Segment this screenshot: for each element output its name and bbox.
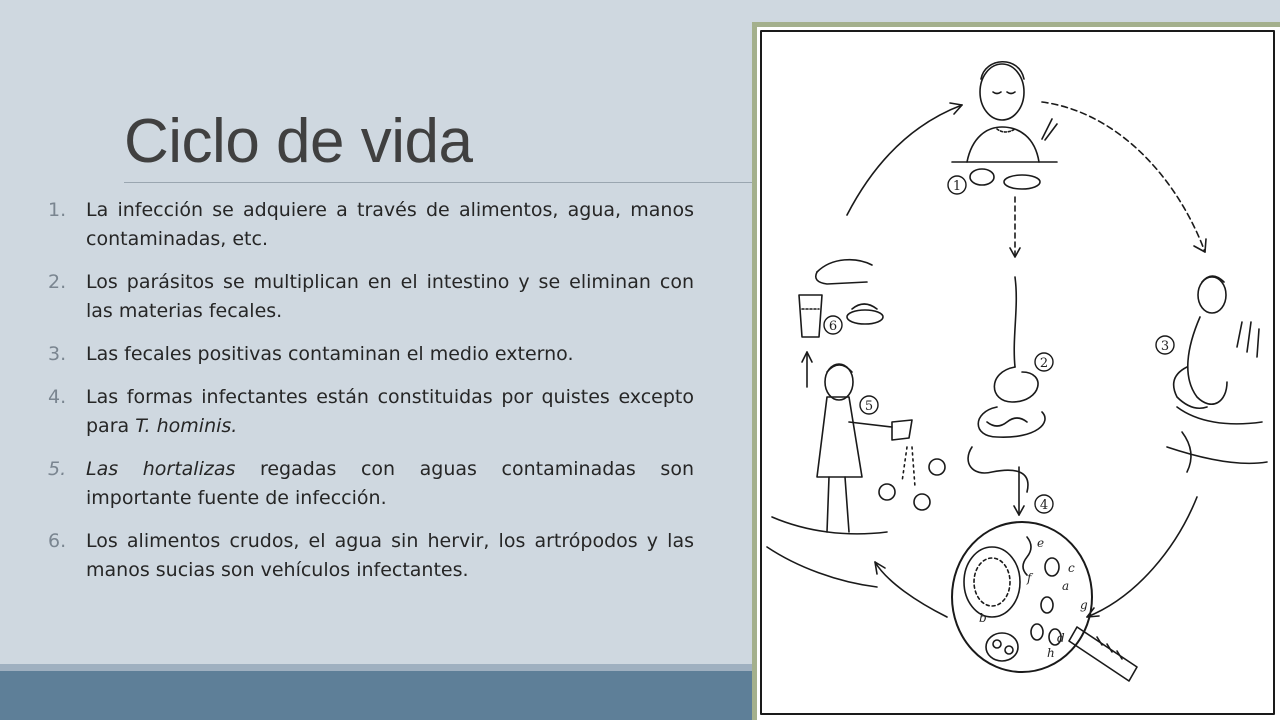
life-cycle-illustration bbox=[757, 27, 1280, 720]
list-item-number: 1. bbox=[48, 199, 67, 221]
stage-6-contaminated-food bbox=[799, 260, 883, 337]
cycle-arrow-1-to-3 bbox=[1042, 102, 1205, 252]
microscope-letter-label: f bbox=[1027, 571, 1032, 585]
list-item-text: La infección se adquiere a través de alimentos, agua, manos contaminadas, etc. bbox=[86, 199, 694, 250]
stage-number-label: 5 bbox=[864, 399, 874, 414]
list-item-number: 4. bbox=[48, 386, 67, 408]
list-item bbox=[48, 196, 694, 254]
list-item-text: Las fecales positivas contaminan el medio externo. bbox=[86, 343, 574, 365]
list-item-text: Las formas infectantes están constituidas por quistes excepto para bbox=[86, 386, 694, 437]
stage-number-label: 3 bbox=[1160, 339, 1170, 354]
list-item-text: T. hominis. bbox=[135, 415, 238, 437]
microscope-letter-label: b bbox=[979, 611, 987, 625]
list-item-number: 3. bbox=[48, 343, 67, 365]
microscope-letter-label: e bbox=[1037, 536, 1045, 550]
stage-number-label: 2 bbox=[1039, 356, 1049, 371]
list-item bbox=[48, 455, 694, 513]
list-item bbox=[48, 340, 694, 369]
microscope-letter-label: d bbox=[1057, 631, 1065, 645]
microscope-letter-label: c bbox=[1068, 561, 1075, 575]
microscope-letter-label: h bbox=[1047, 646, 1055, 660]
list-item-number: 6. bbox=[48, 530, 67, 552]
microscope-letter-label: a bbox=[1062, 579, 1070, 593]
stage-5-person-watering bbox=[767, 364, 945, 587]
stage-4-microscope-view bbox=[952, 522, 1137, 681]
stage-1-person-eating bbox=[952, 62, 1057, 189]
list-item bbox=[48, 527, 694, 585]
list-item-text: regadas con aguas contaminadas son importante fuente de infección. bbox=[86, 458, 694, 509]
list-item bbox=[48, 268, 694, 326]
list-item bbox=[48, 383, 694, 441]
life-cycle-list bbox=[48, 196, 694, 599]
stage-number-label: 4 bbox=[1039, 498, 1049, 513]
list-item-text: Los parásitos se multiplican en el intestino y se eliminan con las materias fecales. bbox=[86, 271, 694, 322]
stage-2-digestive-tract bbox=[968, 277, 1045, 492]
microscope-letter-label: g bbox=[1080, 598, 1088, 612]
stage-number-label: 1 bbox=[952, 179, 962, 194]
slide-title: Ciclo de vida bbox=[124, 107, 473, 176]
list-item-text: Las hortalizas bbox=[86, 458, 236, 480]
illustration-border bbox=[761, 31, 1274, 714]
list-item-number: 2. bbox=[48, 271, 67, 293]
list-item-number: 5. bbox=[48, 458, 67, 480]
cycle-arrow-6-to-1 bbox=[847, 105, 962, 215]
cycle-arrow-3-to-4 bbox=[1087, 497, 1197, 617]
cycle-arrow-4-to-5 bbox=[875, 562, 947, 617]
stage-3-person-outdoors bbox=[1167, 276, 1267, 472]
list-item-text: Los alimentos crudos, el agua sin hervir, los artrópodos y las manos sucias son vehículos infectantes. bbox=[86, 530, 694, 581]
stage-number-label: 6 bbox=[828, 319, 838, 334]
title-divider bbox=[124, 182, 756, 183]
